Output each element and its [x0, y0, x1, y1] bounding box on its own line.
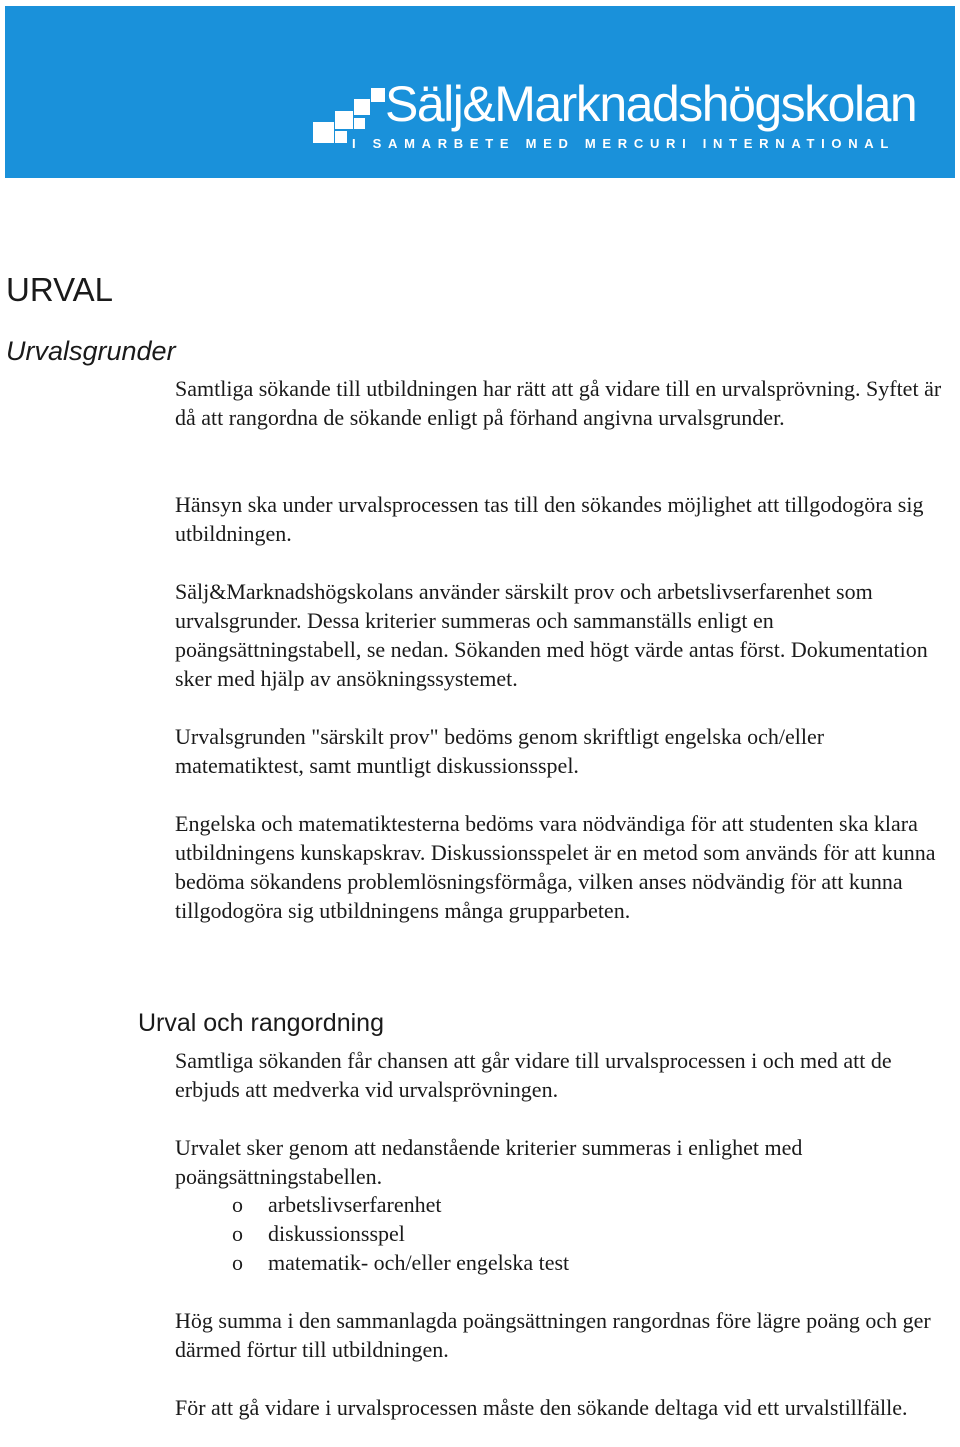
paragraph: Sälj&Marknadshögskolans använder särskilt prov och arbetslivserfarenhet som urvalsgrunder. Dessa kriterier summeras och sammanställs enligt en poängsättningstabell, se nedan. Sökanden med högt värde antas först. Dokumentation sker med hjälp av ansökningssystemet.	[175, 579, 928, 691]
logo-tagline: I SAMARBETE MED MERCURI INTERNATIONAL	[352, 136, 896, 151]
section-heading-urvalsgrunder: Urvalsgrunder	[6, 336, 176, 366]
paragraph: Hög summa i den sammanlagda poängsättningen rangordnas före lägre poäng och ger därmed förtur till utbildningen.	[175, 1308, 931, 1362]
list-item-text: arbetslivserfarenhet	[268, 1192, 442, 1217]
criteria-list	[232, 1190, 569, 1277]
paragraph: Samtliga sökande till utbildningen har rätt att gå vidare till en urvalsprövning. Syftet är då att rangordna de sökande enligt på förhand angivna urvalsgrunder.	[175, 376, 942, 430]
list-item-text: diskussionsspel	[268, 1221, 405, 1246]
paragraph: Urvalet sker genom att nedanstående kriterier summeras i enlighet med poängsättningstabellen.	[175, 1135, 803, 1189]
paragraph: Engelska och matematiktesterna bedöms vara nödvändiga för att studenten ska klara utbildningens kunskapskrav. Diskussionsspelet är en metod som används för att kunna bedöma sökandens problemlösningsförmåga, vilken anses nödvändig för att kunna tillgodogöra sig utbildningens många grupparbeten.	[175, 811, 936, 923]
logo-name: Sälj&Marknadshögskolan	[385, 76, 917, 132]
list-item	[232, 1248, 569, 1277]
list-bullet: o	[232, 1250, 243, 1275]
list-bullet: o	[232, 1192, 243, 1217]
list-bullet: o	[232, 1221, 243, 1246]
list-item	[232, 1219, 569, 1248]
list-item	[232, 1190, 569, 1219]
logo-squares-icon	[313, 84, 391, 144]
page-title: URVAL	[6, 271, 113, 308]
paragraph: För att gå vidare i urvalsprocessen måste den sökande deltaga vid ett urvalstillfälle.	[175, 1395, 908, 1420]
header-banner	[5, 6, 955, 178]
paragraph: Urvalsgrunden "särskilt prov" bedöms genom skriftligt engelska och/eller matematiktest, samt muntligt diskussionsspel.	[175, 724, 825, 778]
paragraph: Samtliga sökanden får chansen att går vidare till urvalsprocessen i och med att de erbjuds att medverka vid urvalsprövningen.	[175, 1048, 892, 1102]
paragraph: Hänsyn ska under urvalsprocessen tas till den sökandes möjlighet att tillgodogöra sig utbildningen.	[175, 492, 924, 546]
list-item-text: matematik- och/eller engelska test	[268, 1250, 570, 1275]
section-heading-urval-och-rangordning: Urval och rangordning	[138, 1009, 384, 1037]
